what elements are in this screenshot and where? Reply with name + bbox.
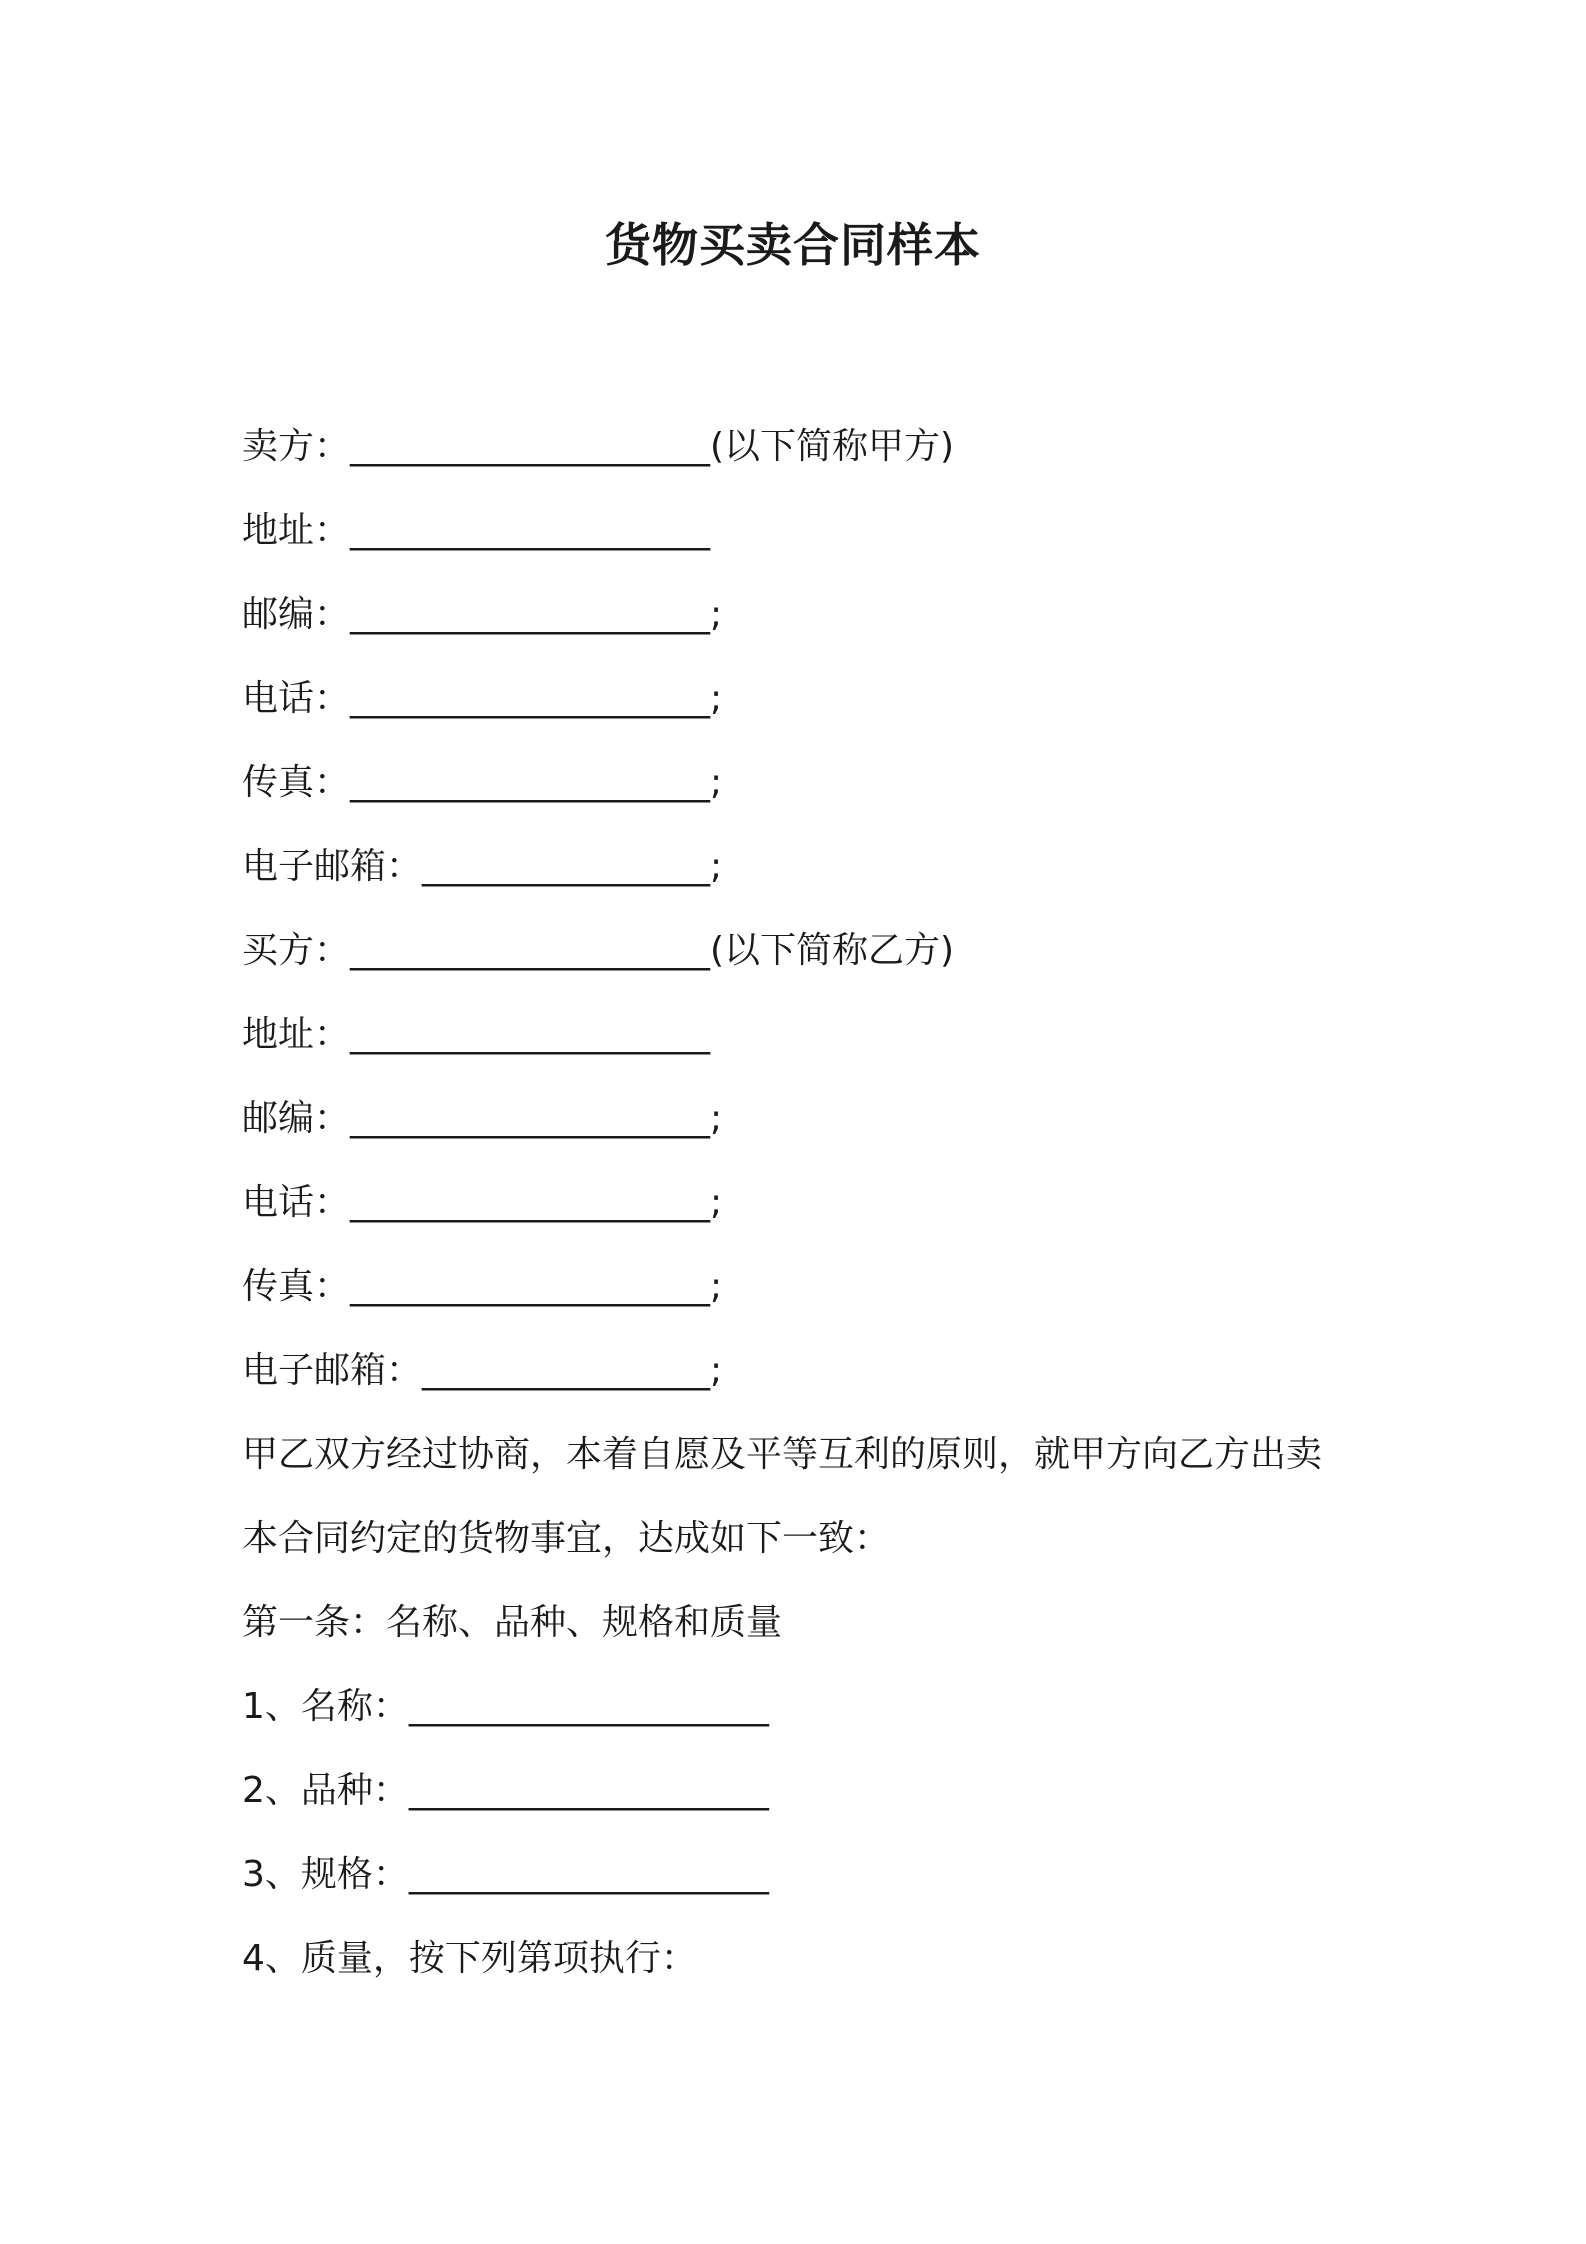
item-name-line: 1、名称：____________________ bbox=[242, 1686, 769, 1727]
seller-name-line: 卖方：____________________(以下简称甲方) bbox=[242, 426, 955, 467]
buyer-postcode-line: 邮编：____________________; bbox=[242, 1098, 723, 1139]
seller-address-line: 地址：____________________ bbox=[242, 510, 711, 551]
preamble-line-2: 本合同约定的货物事宜，达成如下一致： bbox=[242, 1518, 891, 1559]
buyer-name-line: 买方：____________________(以下简称乙方) bbox=[242, 930, 955, 971]
buyer-phone-line: 电话：____________________; bbox=[242, 1182, 723, 1223]
item-spec-line: 3、规格：____________________ bbox=[242, 1854, 769, 1895]
seller-email-line: 电子邮箱：________________; bbox=[242, 846, 723, 887]
seller-fax-line: 传真：____________________; bbox=[242, 762, 723, 803]
item-variety-line: 2、品种：____________________ bbox=[242, 1770, 769, 1811]
document-title: 货物买卖合同样本 bbox=[605, 218, 981, 272]
seller-phone-line: 电话：____________________; bbox=[242, 678, 723, 719]
buyer-email-line: 电子邮箱：________________; bbox=[242, 1350, 723, 1391]
item-quality-line: 4、质量，按下列第项执行： bbox=[242, 1938, 697, 1979]
buyer-fax-line: 传真：____________________; bbox=[242, 1266, 723, 1307]
document-body bbox=[242, 405, 1392, 2001]
article-one-heading: 第一条：名称、品种、规格和质量 bbox=[242, 1602, 783, 1643]
buyer-address-line: 地址：____________________ bbox=[242, 1014, 711, 1055]
preamble-line-1: 甲乙双方经过协商，本着自愿及平等互利的原则，就甲方向乙方出卖 bbox=[242, 1434, 1323, 1475]
seller-postcode-line: 邮编：____________________; bbox=[242, 594, 723, 635]
